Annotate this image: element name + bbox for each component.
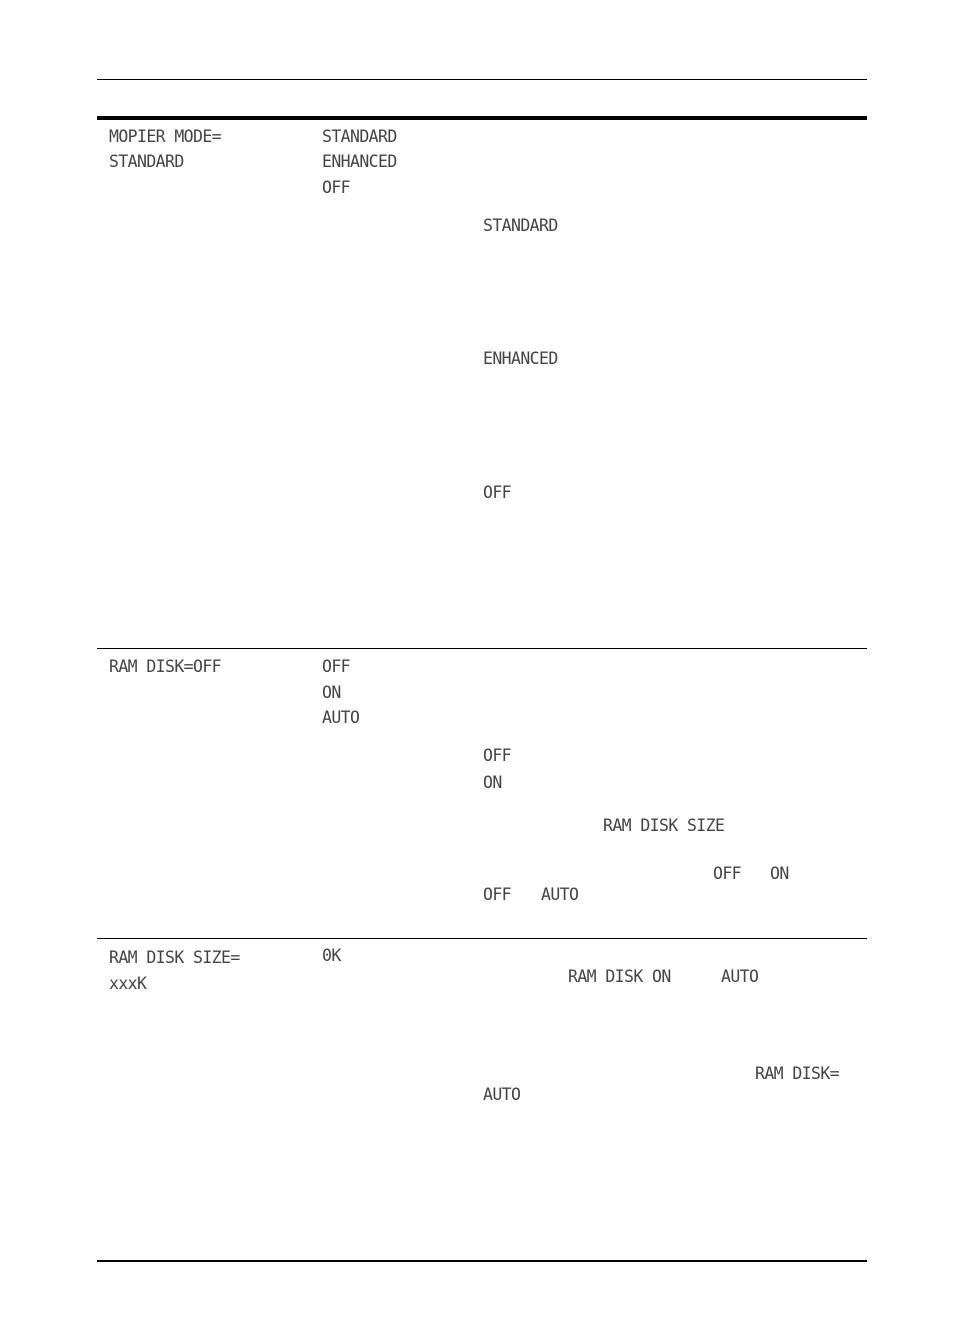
value-option: STANDARD (322, 127, 397, 146)
footer-rule (97, 1260, 867, 1262)
description-term: RAM DISK SIZE (603, 816, 725, 835)
description-term: ON (770, 864, 789, 883)
setting-default: STANDARD (109, 152, 184, 171)
description-term: RAM DISK= (755, 1064, 840, 1083)
value-option: OFF (322, 178, 351, 197)
value-option: ON (322, 683, 341, 702)
description-term: AUTO (721, 967, 759, 986)
table-top-rule (97, 116, 867, 120)
row-divider (97, 938, 867, 939)
setting-label: MOPIER MODE= (109, 127, 222, 146)
header-rule (97, 79, 867, 80)
description-term: OFF (483, 746, 512, 765)
setting-label: RAM DISK SIZE= (109, 948, 240, 967)
description-term: OFF (483, 483, 512, 502)
value-option: ENHANCED (322, 152, 397, 171)
description-term: STANDARD (483, 216, 558, 235)
description-term: RAM DISK ON (568, 967, 671, 986)
description-term: AUTO (541, 885, 579, 904)
description-term: ON (483, 773, 502, 792)
setting-default: xxxK (109, 974, 147, 993)
description-term: AUTO (483, 1085, 521, 1104)
description-term: OFF (713, 864, 742, 883)
value-option: OFF (322, 657, 351, 676)
row-divider (97, 648, 867, 649)
description-term: OFF (483, 885, 512, 904)
value-option: AUTO (322, 708, 360, 727)
description-term: ENHANCED (483, 349, 558, 368)
value-option: 0K (322, 946, 341, 965)
setting-label: RAM DISK=OFF (109, 657, 222, 676)
